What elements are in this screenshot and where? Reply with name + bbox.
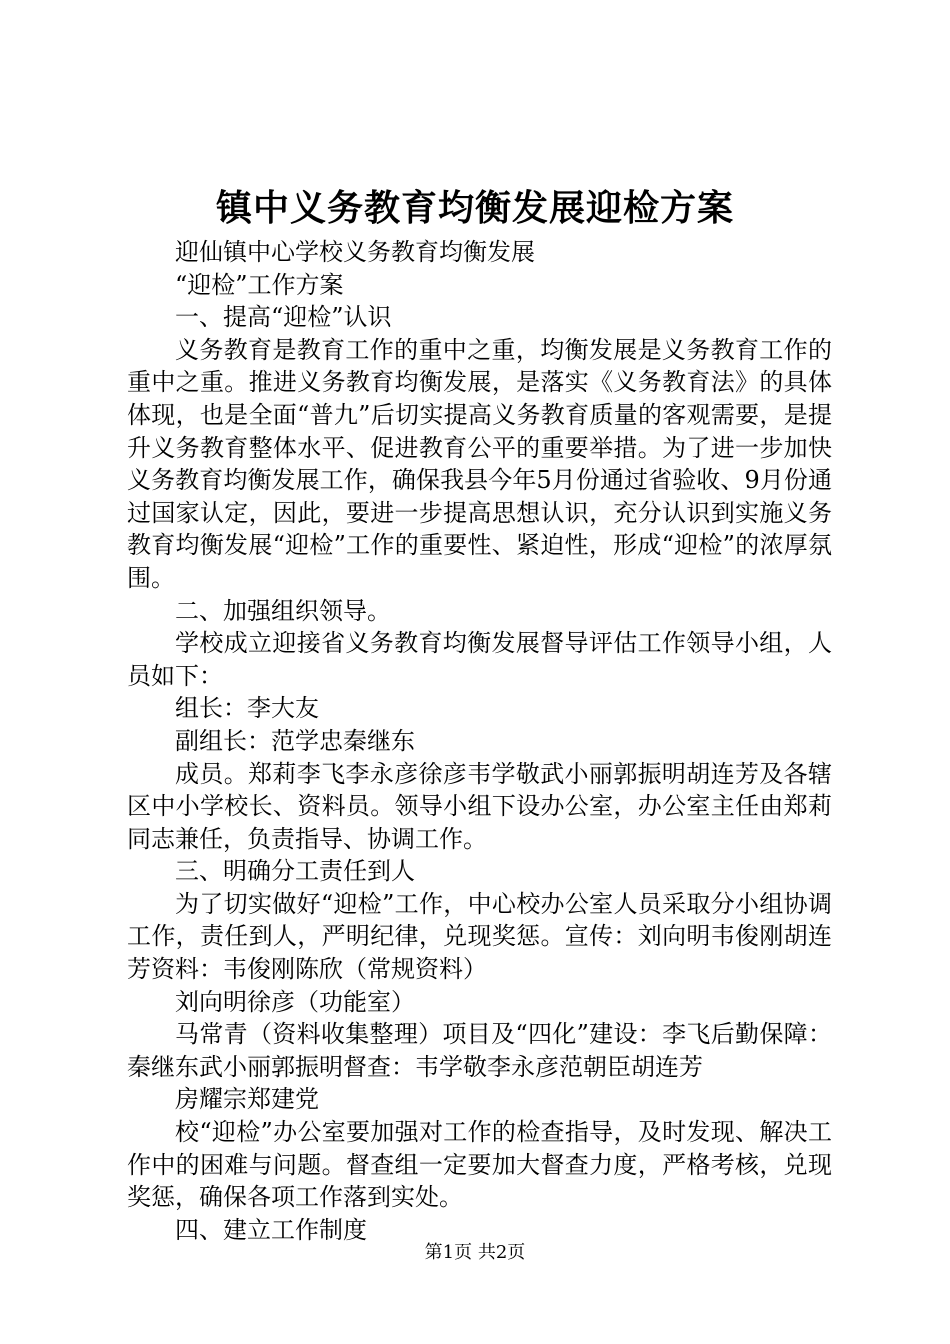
paragraph: 马常青（资料收集整理）项目及“四化”建设：李飞后勤保障：秦继东武小丽郭振明督查：韦学敬李永彦范朝臣胡连芳 — [127, 1020, 832, 1081]
paragraph: 房耀宗郑建党 — [175, 1085, 319, 1114]
paragraph: 校“迎检”办公室要加强对工作的检查指导，及时发现、解决工作中的困难与问题。督查组一定要加大督查力度，严格考核，兑现奖惩，确保各项工作落到实处。 — [127, 1118, 832, 1212]
paragraph: 义务教育是教育工作的重中之重，均衡发展是义务教育工作的重中之重。推进义务教育均衡发展，是落实《义务教育法》的具体体现，也是全面“普九”后切实提高义务教育质量的客观需要，是提升义务教育整体水平、促进教育公平的重要举措。为了进一步加快义务教育均衡发展工作，确保我县今年5月份通过省验收、9月份通过国家认定，因此，要进一步提高思想认识，充分认识到实施义务教育均衡发展“迎检”工作的重要性、紧迫性，形成“迎检”的浓厚氛围。 — [127, 335, 832, 592]
document-title: 镇中义务教育均衡发展迎检方案 — [215, 187, 734, 229]
paragraph: 成员。郑莉李飞李永彦徐彦韦学敬武小丽郭振明胡连芳及各辖区中小学校长、资料员。领导小组下设办公室，办公室主任由郑莉同志兼任，负责指导、协调工作。 — [127, 759, 832, 853]
paragraph: 为了切实做好“迎检”工作，中心校办公室人员采取分小组协调工作，责任到人，严明纪律，兑现奖惩。宣传：刘向明韦俊刚胡连芳资料：韦俊刚陈欣（常规资料） — [127, 889, 832, 984]
paragraph: 组长：李大友 — [175, 694, 319, 723]
section-heading-1: 一、提高“迎检”认识 — [175, 303, 392, 332]
paragraph-subtitle-2: “迎检”工作方案 — [175, 270, 344, 299]
paragraph: 学校成立迎接省义务教育均衡发展督导评估工作领导小组，人员如下： — [127, 629, 832, 690]
section-heading-3: 三、明确分工责任到人 — [175, 857, 415, 886]
paragraph: 刘向明徐彦（功能室） — [175, 987, 415, 1016]
section-heading-4: 四、建立工作制度 — [175, 1215, 367, 1244]
paragraph-subtitle-1: 迎仙镇中心学校义务教育均衡发展 — [175, 238, 535, 266]
document-body — [127, 236, 832, 1246]
paragraph: 副组长：范学忠秦继东 — [175, 726, 415, 755]
page-footer: 第1页 共2页 — [424, 1242, 526, 1263]
section-heading-2: 二、加强组织领导。 — [175, 596, 391, 625]
